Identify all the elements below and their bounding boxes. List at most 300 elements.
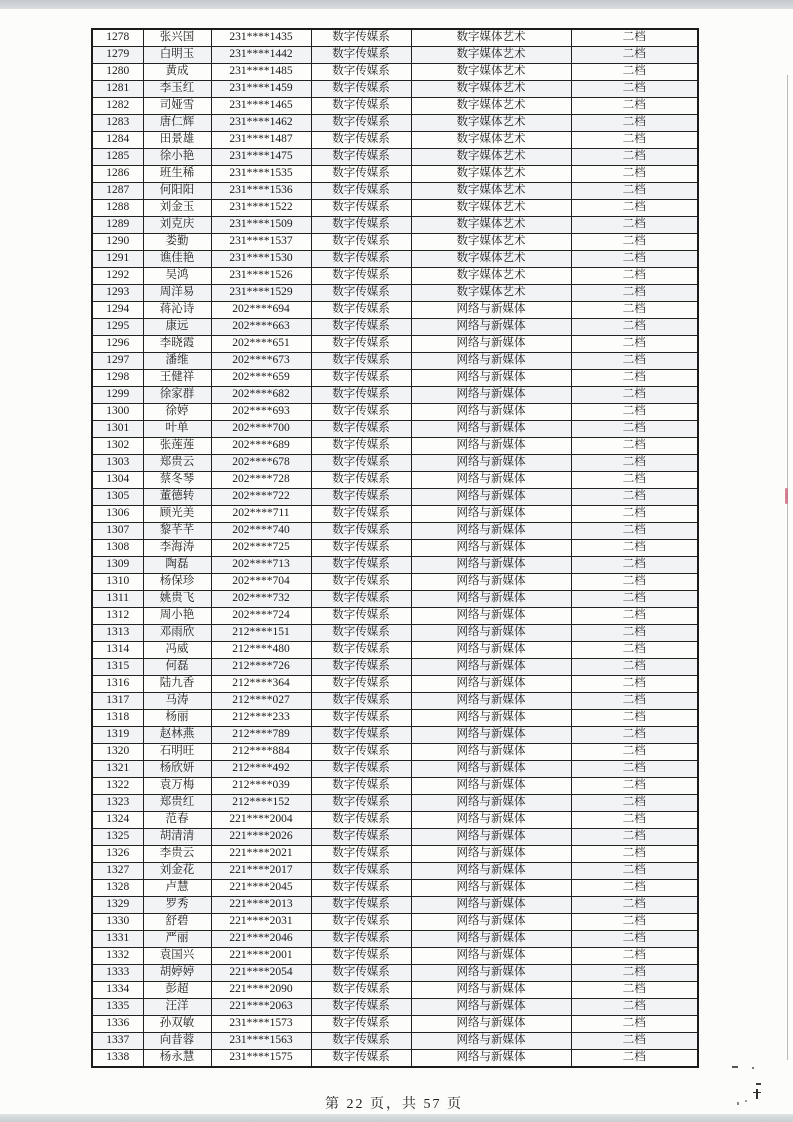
major-cell: 网络与新媒体 (411, 387, 571, 404)
table-row (92, 149, 698, 166)
major-cell: 网络与新媒体 (411, 761, 571, 778)
table-row (92, 319, 698, 336)
department-cell: 数字传媒系 (311, 438, 411, 455)
name-cell: 陆九香 (143, 676, 211, 693)
student-roster-table (91, 28, 699, 1068)
name-cell: 孙双敏 (143, 1016, 211, 1033)
name-cell: 何阳阳 (143, 183, 211, 200)
row-number-cell: 1325 (92, 829, 143, 846)
major-cell: 数字媒体艺术 (411, 81, 571, 98)
major-cell: 网络与新媒体 (411, 659, 571, 676)
major-cell: 网络与新媒体 (411, 625, 571, 642)
name-cell: 顾光美 (143, 506, 211, 523)
row-number-cell: 1302 (92, 438, 143, 455)
department-cell: 数字传媒系 (311, 557, 411, 574)
major-cell: 网络与新媒体 (411, 302, 571, 319)
department-cell: 数字传媒系 (311, 948, 411, 965)
department-cell: 数字传媒系 (311, 29, 411, 47)
name-cell: 杨保珍 (143, 574, 211, 591)
name-cell: 黎芊芊 (143, 523, 211, 540)
row-number-cell: 1323 (92, 795, 143, 812)
name-cell: 姚贵飞 (143, 591, 211, 608)
tier-cell: 二档 (571, 1033, 698, 1050)
major-cell: 网络与新媒体 (411, 880, 571, 897)
major-cell: 网络与新媒体 (411, 778, 571, 795)
student-id-cell: 202****713 (211, 557, 311, 574)
row-number-cell: 1329 (92, 897, 143, 914)
tier-cell: 二档 (571, 404, 698, 421)
name-cell: 罗秀 (143, 897, 211, 914)
major-cell: 数字媒体艺术 (411, 149, 571, 166)
major-cell: 网络与新媒体 (411, 693, 571, 710)
scan-noise-mark (732, 1066, 738, 1068)
table-row (92, 574, 698, 591)
row-number-cell: 1285 (92, 149, 143, 166)
student-id-cell: 231****1573 (211, 1016, 311, 1033)
row-number-cell: 1308 (92, 540, 143, 557)
student-id-cell: 212****726 (211, 659, 311, 676)
table-row (92, 931, 698, 948)
department-cell: 数字传媒系 (311, 982, 411, 999)
row-number-cell: 1321 (92, 761, 143, 778)
major-cell: 数字媒体艺术 (411, 234, 571, 251)
table-row (92, 557, 698, 574)
scan-band-bottom (0, 1114, 793, 1122)
row-number-cell: 1322 (92, 778, 143, 795)
student-id-cell: 221****2031 (211, 914, 311, 931)
table-row (92, 982, 698, 999)
row-number-cell: 1301 (92, 421, 143, 438)
student-id-cell: 231****1487 (211, 132, 311, 149)
scan-noise-mark (756, 1083, 761, 1085)
row-number-cell: 1304 (92, 472, 143, 489)
department-cell: 数字传媒系 (311, 404, 411, 421)
name-cell: 舒碧 (143, 914, 211, 931)
table-row (92, 336, 698, 353)
major-cell: 网络与新媒体 (411, 404, 571, 421)
major-cell: 网络与新媒体 (411, 591, 571, 608)
row-number-cell: 1318 (92, 710, 143, 727)
department-cell: 数字传媒系 (311, 47, 411, 64)
row-number-cell: 1334 (92, 982, 143, 999)
tier-cell: 二档 (571, 574, 698, 591)
department-cell: 数字传媒系 (311, 268, 411, 285)
tier-cell: 二档 (571, 268, 698, 285)
tier-cell: 二档 (571, 863, 698, 880)
table-row (92, 710, 698, 727)
row-number-cell: 1324 (92, 812, 143, 829)
tier-cell: 二档 (571, 761, 698, 778)
table-row (92, 540, 698, 557)
name-cell: 范春 (143, 812, 211, 829)
student-id-cell: 202****740 (211, 523, 311, 540)
major-cell: 数字媒体艺术 (411, 29, 571, 47)
major-cell: 网络与新媒体 (411, 897, 571, 914)
name-cell: 马涛 (143, 693, 211, 710)
table-row (92, 268, 698, 285)
tier-cell: 二档 (571, 285, 698, 302)
student-id-cell: 202****711 (211, 506, 311, 523)
tier-cell: 二档 (571, 455, 698, 472)
student-id-cell: 202****700 (211, 421, 311, 438)
tier-cell: 二档 (571, 353, 698, 370)
row-number-cell: 1310 (92, 574, 143, 591)
table-row (92, 387, 698, 404)
table-row (92, 846, 698, 863)
name-cell: 何磊 (143, 659, 211, 676)
department-cell: 数字传媒系 (311, 608, 411, 625)
name-cell: 黄成 (143, 64, 211, 81)
department-cell: 数字传媒系 (311, 965, 411, 982)
major-cell: 网络与新媒体 (411, 1050, 571, 1068)
table-row (92, 1050, 698, 1068)
table-row (92, 438, 698, 455)
scan-noise-mark (756, 1089, 758, 1099)
row-number-cell: 1311 (92, 591, 143, 608)
name-cell: 周小艳 (143, 608, 211, 625)
department-cell: 数字传媒系 (311, 302, 411, 319)
name-cell: 田景雄 (143, 132, 211, 149)
tier-cell: 二档 (571, 132, 698, 149)
name-cell: 吴鸿 (143, 268, 211, 285)
student-id-cell: 221****2054 (211, 965, 311, 982)
table-row (92, 251, 698, 268)
name-cell: 石明旺 (143, 744, 211, 761)
row-number-cell: 1315 (92, 659, 143, 676)
tier-cell: 二档 (571, 438, 698, 455)
department-cell: 数字传媒系 (311, 591, 411, 608)
student-id-cell: 212****039 (211, 778, 311, 795)
table-row (92, 829, 698, 846)
department-cell: 数字传媒系 (311, 183, 411, 200)
tier-cell: 二档 (571, 1016, 698, 1033)
tier-cell: 二档 (571, 999, 698, 1016)
major-cell: 网络与新媒体 (411, 472, 571, 489)
name-cell: 严丽 (143, 931, 211, 948)
tier-cell: 二档 (571, 965, 698, 982)
table-row (92, 523, 698, 540)
department-cell: 数字传媒系 (311, 353, 411, 370)
name-cell: 司娅雪 (143, 98, 211, 115)
student-id-cell: 212****789 (211, 727, 311, 744)
student-id-cell: 221****2021 (211, 846, 311, 863)
table-row (92, 81, 698, 98)
name-cell: 汪洋 (143, 999, 211, 1016)
name-cell: 刘克庆 (143, 217, 211, 234)
department-cell: 数字传媒系 (311, 455, 411, 472)
scan-noise-mark (737, 1102, 739, 1105)
table-row (92, 676, 698, 693)
table-row (92, 47, 698, 64)
major-cell: 网络与新媒体 (411, 999, 571, 1016)
tier-cell: 二档 (571, 693, 698, 710)
department-cell: 数字传媒系 (311, 642, 411, 659)
student-id-cell: 231****1530 (211, 251, 311, 268)
name-cell: 卢慧 (143, 880, 211, 897)
student-id-cell: 202****651 (211, 336, 311, 353)
department-cell: 数字传媒系 (311, 234, 411, 251)
major-cell: 网络与新媒体 (411, 370, 571, 387)
tier-cell: 二档 (571, 29, 698, 47)
tier-cell: 二档 (571, 897, 698, 914)
tier-cell: 二档 (571, 166, 698, 183)
department-cell: 数字传媒系 (311, 761, 411, 778)
table-row (92, 591, 698, 608)
student-id-cell: 212****151 (211, 625, 311, 642)
major-cell: 网络与新媒体 (411, 812, 571, 829)
row-number-cell: 1291 (92, 251, 143, 268)
tier-cell: 二档 (571, 472, 698, 489)
name-cell: 李晓霞 (143, 336, 211, 353)
tier-cell: 二档 (571, 795, 698, 812)
table-row (92, 217, 698, 234)
major-cell: 数字媒体艺术 (411, 64, 571, 81)
student-id-cell: 221****2046 (211, 931, 311, 948)
table-row (92, 353, 698, 370)
student-id-cell: 231****1475 (211, 149, 311, 166)
student-id-cell: 231****1563 (211, 1033, 311, 1050)
student-id-cell: 202****732 (211, 591, 311, 608)
department-cell: 数字传媒系 (311, 370, 411, 387)
major-cell: 网络与新媒体 (411, 540, 571, 557)
row-number-cell: 1338 (92, 1050, 143, 1068)
student-id-cell: 231****1526 (211, 268, 311, 285)
major-cell: 网络与新媒体 (411, 846, 571, 863)
tier-cell: 二档 (571, 829, 698, 846)
major-cell: 网络与新媒体 (411, 965, 571, 982)
row-number-cell: 1289 (92, 217, 143, 234)
major-cell: 网络与新媒体 (411, 1016, 571, 1033)
name-cell: 陶磊 (143, 557, 211, 574)
tier-cell: 二档 (571, 251, 698, 268)
scan-noise-mark (753, 1092, 761, 1093)
name-cell: 刘金玉 (143, 200, 211, 217)
tier-cell: 二档 (571, 931, 698, 948)
tier-cell: 二档 (571, 115, 698, 132)
student-id-cell: 212****027 (211, 693, 311, 710)
department-cell: 数字传媒系 (311, 1033, 411, 1050)
tier-cell: 二档 (571, 880, 698, 897)
major-cell: 数字媒体艺术 (411, 285, 571, 302)
major-cell: 网络与新媒体 (411, 489, 571, 506)
student-id-cell: 221****2026 (211, 829, 311, 846)
row-number-cell: 1335 (92, 999, 143, 1016)
student-id-cell: 231****1435 (211, 29, 311, 47)
table-row (92, 948, 698, 965)
student-id-cell: 231****1529 (211, 285, 311, 302)
student-id-cell: 202****724 (211, 608, 311, 625)
major-cell: 网络与新媒体 (411, 421, 571, 438)
tier-cell: 二档 (571, 98, 698, 115)
row-number-cell: 1278 (92, 29, 143, 47)
name-cell: 郑贵云 (143, 455, 211, 472)
table-row (92, 489, 698, 506)
tier-cell: 二档 (571, 319, 698, 336)
major-cell: 网络与新媒体 (411, 574, 571, 591)
tier-cell: 二档 (571, 64, 698, 81)
tier-cell: 二档 (571, 387, 698, 404)
name-cell: 李贵云 (143, 846, 211, 863)
student-id-cell: 202****694 (211, 302, 311, 319)
department-cell: 数字传媒系 (311, 693, 411, 710)
student-id-cell: 231****1462 (211, 115, 311, 132)
major-cell: 网络与新媒体 (411, 829, 571, 846)
row-number-cell: 1305 (92, 489, 143, 506)
student-id-cell: 231****1535 (211, 166, 311, 183)
tier-cell: 二档 (571, 370, 698, 387)
name-cell: 杨永慧 (143, 1050, 211, 1068)
major-cell: 网络与新媒体 (411, 863, 571, 880)
row-number-cell: 1295 (92, 319, 143, 336)
name-cell: 冯威 (143, 642, 211, 659)
table-row (92, 132, 698, 149)
tier-cell: 二档 (571, 948, 698, 965)
row-number-cell: 1298 (92, 370, 143, 387)
department-cell: 数字传媒系 (311, 285, 411, 302)
scan-red-edge-mark (785, 488, 788, 504)
major-cell: 网络与新媒体 (411, 438, 571, 455)
name-cell: 杨丽 (143, 710, 211, 727)
row-number-cell: 1300 (92, 404, 143, 421)
major-cell: 网络与新媒体 (411, 353, 571, 370)
student-id-cell: 212****884 (211, 744, 311, 761)
department-cell: 数字传媒系 (311, 472, 411, 489)
major-cell: 网络与新媒体 (411, 931, 571, 948)
table-row (92, 880, 698, 897)
department-cell: 数字传媒系 (311, 778, 411, 795)
name-cell: 邓雨欣 (143, 625, 211, 642)
row-number-cell: 1284 (92, 132, 143, 149)
row-number-cell: 1286 (92, 166, 143, 183)
tier-cell: 二档 (571, 778, 698, 795)
student-id-cell: 202****673 (211, 353, 311, 370)
department-cell: 数字传媒系 (311, 115, 411, 132)
name-cell: 李玉红 (143, 81, 211, 98)
major-cell: 网络与新媒体 (411, 506, 571, 523)
page-footer: 第 22 页，共 57 页 (325, 1097, 463, 1112)
department-cell: 数字传媒系 (311, 914, 411, 931)
row-number-cell: 1314 (92, 642, 143, 659)
scan-noise-mark (752, 1067, 754, 1069)
row-number-cell: 1287 (92, 183, 143, 200)
student-id-cell: 221****2004 (211, 812, 311, 829)
name-cell: 唐仁辉 (143, 115, 211, 132)
table-row (92, 744, 698, 761)
department-cell: 数字传媒系 (311, 540, 411, 557)
major-cell: 网络与新媒体 (411, 455, 571, 472)
table-row (92, 472, 698, 489)
major-cell: 网络与新媒体 (411, 523, 571, 540)
table-row (92, 965, 698, 982)
major-cell: 网络与新媒体 (411, 608, 571, 625)
table-row (92, 302, 698, 319)
name-cell: 胡清清 (143, 829, 211, 846)
major-cell: 网络与新媒体 (411, 676, 571, 693)
department-cell: 数字传媒系 (311, 421, 411, 438)
name-cell: 胡婷婷 (143, 965, 211, 982)
name-cell: 徐家群 (143, 387, 211, 404)
row-number-cell: 1294 (92, 302, 143, 319)
department-cell: 数字传媒系 (311, 863, 411, 880)
name-cell: 赵林燕 (143, 727, 211, 744)
student-id-cell: 202****704 (211, 574, 311, 591)
row-number-cell: 1293 (92, 285, 143, 302)
name-cell: 袁国兴 (143, 948, 211, 965)
name-cell: 郑贵红 (143, 795, 211, 812)
student-id-cell: 231****1485 (211, 64, 311, 81)
name-cell: 徐婷 (143, 404, 211, 421)
row-number-cell: 1303 (92, 455, 143, 472)
major-cell: 网络与新媒体 (411, 727, 571, 744)
row-number-cell: 1320 (92, 744, 143, 761)
department-cell: 数字传媒系 (311, 1050, 411, 1068)
row-number-cell: 1279 (92, 47, 143, 64)
department-cell: 数字传媒系 (311, 574, 411, 591)
major-cell: 数字媒体艺术 (411, 98, 571, 115)
tier-cell: 二档 (571, 234, 698, 251)
student-id-cell: 231****1575 (211, 1050, 311, 1068)
tier-cell: 二档 (571, 336, 698, 353)
name-cell: 叶单 (143, 421, 211, 438)
student-id-cell: 212****480 (211, 642, 311, 659)
row-number-cell: 1313 (92, 625, 143, 642)
table-row (92, 183, 698, 200)
student-id-cell: 202****678 (211, 455, 311, 472)
row-number-cell: 1328 (92, 880, 143, 897)
student-id-cell: 212****233 (211, 710, 311, 727)
table-row (92, 897, 698, 914)
row-number-cell: 1337 (92, 1033, 143, 1050)
major-cell: 网络与新媒体 (411, 914, 571, 931)
major-cell: 数字媒体艺术 (411, 183, 571, 200)
student-id-cell: 231****1522 (211, 200, 311, 217)
student-table-body (92, 29, 698, 1067)
student-id-cell: 221****2017 (211, 863, 311, 880)
department-cell: 数字传媒系 (311, 1016, 411, 1033)
tier-cell: 二档 (571, 642, 698, 659)
row-number-cell: 1319 (92, 727, 143, 744)
scan-noise-mark (745, 1100, 747, 1102)
department-cell: 数字传媒系 (311, 676, 411, 693)
row-number-cell: 1290 (92, 234, 143, 251)
table-row (92, 608, 698, 625)
tier-cell: 二档 (571, 47, 698, 64)
department-cell: 数字传媒系 (311, 931, 411, 948)
tier-cell: 二档 (571, 914, 698, 931)
name-cell: 徐小艳 (143, 149, 211, 166)
row-number-cell: 1297 (92, 353, 143, 370)
tier-cell: 二档 (571, 846, 698, 863)
tier-cell: 二档 (571, 523, 698, 540)
major-cell: 网络与新媒体 (411, 795, 571, 812)
tier-cell: 二档 (571, 812, 698, 829)
department-cell: 数字传媒系 (311, 659, 411, 676)
student-id-cell: 202****659 (211, 370, 311, 387)
department-cell: 数字传媒系 (311, 489, 411, 506)
department-cell: 数字传媒系 (311, 336, 411, 353)
department-cell: 数字传媒系 (311, 795, 411, 812)
table-row (92, 115, 698, 132)
student-id-cell: 202****663 (211, 319, 311, 336)
department-cell: 数字传媒系 (311, 744, 411, 761)
table-row (92, 285, 698, 302)
tier-cell: 二档 (571, 982, 698, 999)
tier-cell: 二档 (571, 217, 698, 234)
table-row (92, 506, 698, 523)
name-cell: 周洋易 (143, 285, 211, 302)
name-cell: 董德转 (143, 489, 211, 506)
table-row (92, 693, 698, 710)
